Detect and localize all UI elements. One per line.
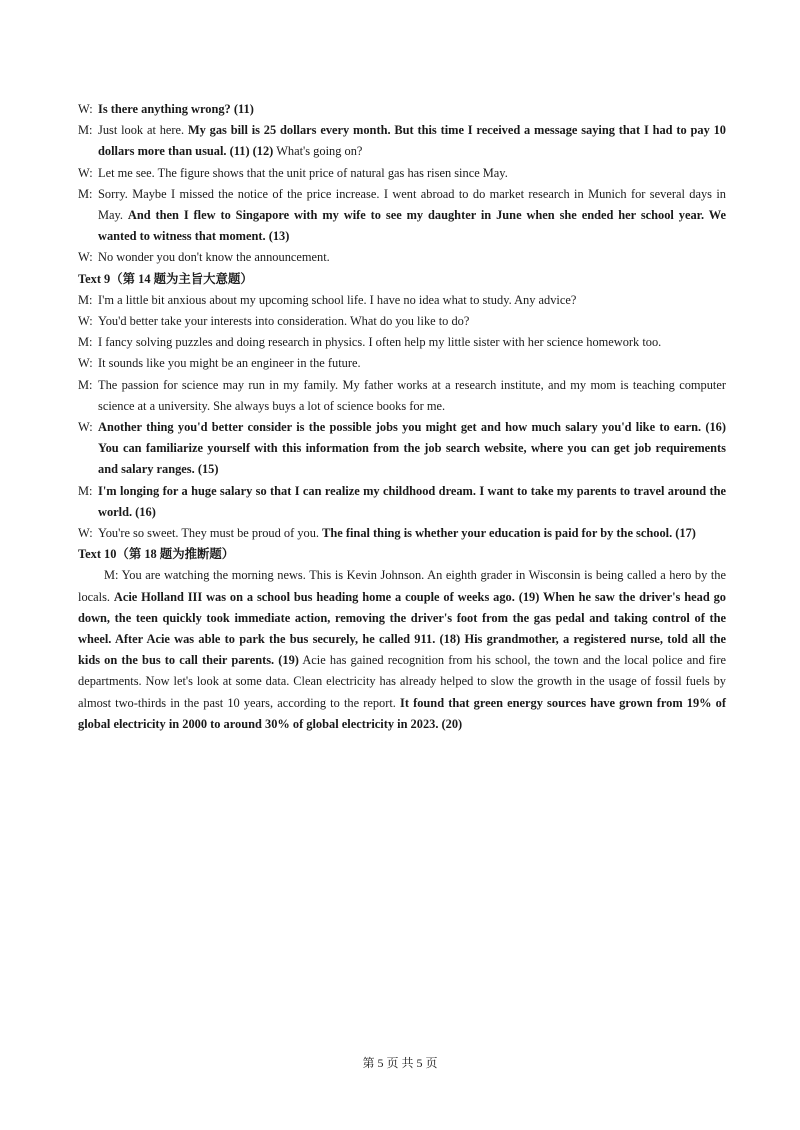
dialogue-line — [78, 417, 726, 481]
speaker-label: W: — [78, 102, 93, 116]
dialogue-line — [78, 332, 726, 353]
text-segment: No wonder you don't know the announcement. — [98, 250, 330, 265]
speaker-label: W: — [78, 420, 93, 435]
text-segment: M: You are watching the morning news. This is Kevin Johnson. An eighth grader in Wisconsin is being called a hero by the locals. — [78, 568, 726, 604]
dialogue-line — [78, 375, 726, 417]
text-segment: You'd better take your interests into consideration. What do you like to do? — [98, 314, 470, 329]
utterance-text — [98, 247, 726, 268]
speaker-label: W: — [78, 165, 93, 180]
speaker-label: W: — [78, 314, 93, 329]
dialogue-line — [78, 247, 726, 268]
speaker-label: M: — [78, 335, 93, 350]
speaker-label: W: — [78, 526, 93, 541]
text-segment: It sounds like you might be an engineer in the future. — [98, 356, 361, 371]
dialogue-line — [78, 290, 726, 311]
speaker-label: M: — [78, 123, 93, 138]
text-segment: I fancy solving puzzles and doing research in physics. I often help my little sister with her science homework too. — [98, 335, 662, 350]
text-segment: Acie has gained recognition from his school, the town and the local police and fire departments. Now let's look at some data. Clean electricity has already helped to slow the growth in the usage of fossil fuels by almost two-thirds in the past 10 years, according to the report. — [78, 653, 726, 710]
utterance-text — [98, 311, 726, 332]
speaker-label: M: — [78, 292, 93, 307]
utterance-text — [98, 332, 726, 353]
dialogue-line — [78, 99, 726, 120]
section-heading: Text 9（第 14 题为主旨大意题） — [78, 271, 253, 286]
utterance-text — [98, 375, 726, 417]
text-segment: You're so sweet. They must be proud of you. — [98, 526, 323, 541]
utterance-text — [98, 99, 726, 120]
narration-paragraph — [78, 565, 726, 735]
page-footer: 第 5 页 共 5 页 — [362, 1056, 438, 1070]
dialogue-line — [78, 481, 726, 523]
text-segment: Sorry. Maybe I missed the notice of the price increase. I went abroad to do market research in Munich for several days in May. — [98, 186, 726, 223]
section-heading: Text 10（第 18 题为推断题） — [78, 547, 235, 562]
speaker-label: W: — [78, 250, 93, 265]
speaker-label: M: — [78, 483, 93, 498]
utterance-text — [98, 184, 726, 248]
answer-highlight: The final thing is whether your education is paid for by the school. (17) — [322, 526, 696, 541]
dialogue-line — [78, 353, 726, 374]
speaker-label: M: — [78, 186, 93, 201]
answer-highlight: Is there anything wrong? (11) — [98, 102, 254, 116]
text-segment: The passion for science may run in my family. My father works at a research institute, and my mom is teaching computer science at a university. She always buys a lot of science books for me. — [98, 377, 726, 413]
speaker-label: W: — [78, 356, 93, 371]
dialogue-line — [78, 523, 726, 544]
answer-highlight: It found that green energy sources have grown from 19% of global electricity in 2000 to around 30% of global electricity in 2023. (20) — [78, 695, 726, 731]
answer-highlight: I'm longing for a huge salary so that I can realize my childhood dream. I want to take my parents to travel around the world. (16) — [98, 483, 726, 519]
utterance-text — [98, 290, 726, 311]
dialogue-line — [78, 184, 726, 248]
utterance-text — [98, 523, 726, 544]
text-segment: Just look at here. — [98, 123, 188, 138]
answer-highlight: My gas bill is 25 dollars every month. But this time I received a message saying that I had to pay 10 dollars more than usual. (11) (12) — [98, 123, 727, 159]
dialogue-line — [78, 163, 726, 184]
utterance-text — [98, 163, 726, 184]
answer-highlight: Another thing you'd better consider is the possible jobs you might get and how much salary you'd like to earn. (16) You can familiarize yourself with this information from the job search website, where you can get job requirements and salary ranges. (15) — [98, 420, 726, 477]
text-segment: Let me see. The figure shows that the unit price of natural gas has risen since May. — [98, 165, 508, 180]
answer-highlight: Acie Holland III was on a school bus heading home a couple of weeks ago. (19) When he saw the driver's head go down, the teen quickly took immediate action, removing the driver's foot from the gas pedal and taking control of the wheel. After Acie was able to park the bus securely, he called 911. (18) His grandmother, a registered nurse, told all the kids on the bus to call their parents. (19) — [78, 589, 726, 668]
transcript-page — [78, 99, 726, 735]
utterance-text — [98, 417, 726, 481]
dialogue-line — [78, 120, 726, 162]
text-segment: I'm a little bit anxious about my upcoming school life. I have no idea what to study. Any advice? — [98, 292, 577, 307]
text-segment: What's going on? — [273, 144, 363, 159]
utterance-text — [98, 353, 726, 374]
answer-highlight: And then I flew to Singapore with my wife to see my daughter in June when she ended her school year. We wanted to witness that moment. (13) — [98, 208, 726, 244]
dialogue-line — [78, 311, 726, 332]
utterance-text — [98, 481, 726, 523]
utterance-text — [98, 120, 726, 162]
speaker-label: M: — [78, 377, 93, 392]
